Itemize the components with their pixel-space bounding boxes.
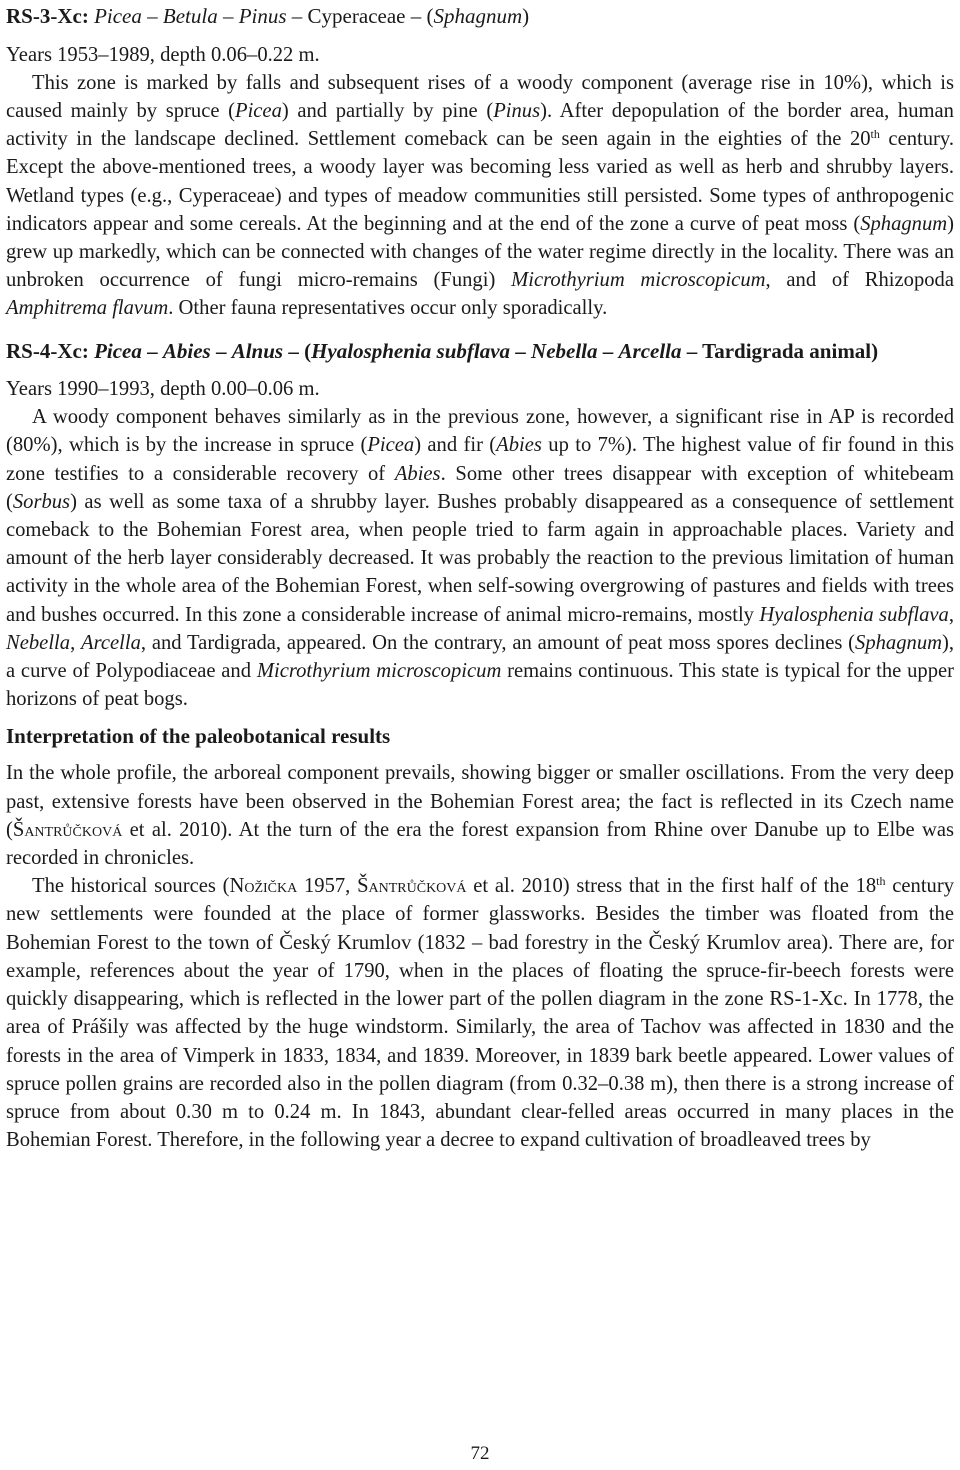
zone-4-years: Years 1990–1993, depth 0.00–0.06 m.: [6, 378, 320, 401]
paper-page: [6, 0, 954, 1470]
text-run: . Other fauna representatives occur only sporadically.: [168, 297, 608, 320]
separator: –: [510, 338, 532, 363]
page-number: 72: [470, 1443, 490, 1464]
text-run: et al. 2010). At the turn of the era the forest expansion from Rhine over Danube up to Elbe was recorded in chronicles.: [6, 818, 954, 870]
taxon-name: Hyalosphenia subflava: [759, 603, 949, 626]
text-run: ), a curve of Polypodiaceae and: [6, 631, 954, 683]
taxon-name: Betula: [162, 4, 218, 28]
text-run: In the whole profile, the arboreal component prevails, showing bigger or smaller oscillations. From the very deep past, extensive forests have been observed in the Bohemian Forest area; the fact is reflected in its Czech name (: [6, 762, 954, 841]
text-run: ) and fir (: [414, 434, 497, 457]
text-run: ,: [70, 631, 82, 654]
separator: – Cyperaceae – (: [286, 4, 434, 28]
text-run: ). After depopulation of the border area, human activity in the landscape declined. Settlement comeback can be seen again in the eighties of the 20: [6, 99, 954, 151]
text-run: up to 7%). The highest value of fir found in this zone testifies to a considerable recovery of: [6, 434, 954, 485]
separator: –: [597, 338, 619, 363]
taxon-name: Arcella: [618, 338, 682, 363]
text-run: . Some other trees disappear with exception of whitebeam (: [6, 462, 955, 513]
interpretation-paragraph-2: [6, 872, 954, 1154]
taxon-name: Microthyrium microscopicum: [511, 269, 766, 292]
taxon-name: Sorbus: [12, 490, 71, 513]
taxon-name: Sphagnum: [860, 212, 948, 235]
separator: – (: [283, 338, 312, 363]
taxon-name: Pinus: [493, 99, 541, 122]
text-run: ) grew up markedly, which can be connected with changes of the water regime directly in the locality. There was an unbroken occurrence of fungi micro-remains (Fungi): [6, 212, 954, 292]
zone-code: RS-4-Xc:: [6, 338, 95, 363]
text-run: The historical sources (: [32, 875, 230, 898]
taxon-name: Abies: [394, 462, 441, 485]
taxon-name: Picea: [94, 338, 142, 363]
text-run: ) and partially by pine (: [281, 99, 494, 122]
separator: –: [210, 338, 232, 363]
text-run: ,: [948, 603, 955, 626]
text-run: , and Tardigrada, appeared. On the contrary, an amount of peat moss spores declines (: [140, 631, 856, 654]
text-run: century new settlements were founded at the place of former glassworks. Besides the timber was floated from the Bohemian Forest to the town of Český Krumlov (1832 – bad forestry in the Český Krumlov area). There are, for example, references about the year of 1790, when in the places of floating the spruce-fir-beech forests were quickly disappearing, which is reflected in the lower part of the pollen diagram in the zone RS-1-Xc. In 1778, the area of Prášily was affected by the huge windstorm. Similarly, the area of Tachov was affected in 1830 and the forests in the area of Vimperk in 1833, 1834, and 1839. Moreover, in 1839 bark beetle appeared. Lower values of spruce pollen grains are recorded also in the pollen diagram (from 0.32–0.38 m), then there is a strong increase of spruce from about 0.30 m to 0.24 m. In 1843, abundant clear-felled areas occurred in many places in the Bohemian Forest. Therefore, in the following year a decree to expand cultivation of broadleaved trees by: [6, 875, 955, 1152]
text-run: 1957,: [297, 875, 358, 898]
taxon-name: Nebella: [531, 338, 598, 363]
text-run: ) as well as some taxa of a shrubby layer. Bushes probably disappeared as a consequence of settlement comeback to the Bohemian Forest area, when people tried to farm again in approachable places. Variety and amount of the herb layer considerably decreased. It was probably the reaction to the previous limitation of human activity in the whole area of the Bohemian Forest, when self-sowing overgrowing of pastures and fields with trees and bushes occurred. In this zone a considerable increase of animal micro-remains, mostly: [6, 490, 954, 626]
taxon-name: Arcella: [81, 631, 141, 654]
taxon-name: Pinus: [238, 4, 287, 28]
author-name: Nožička: [229, 875, 298, 898]
separator: –: [141, 338, 163, 363]
taxon-name: Amphitrema flavum: [6, 297, 169, 320]
taxon-name: Sphagnum: [855, 631, 942, 654]
zone-4-paragraph: [6, 403, 954, 713]
separator: ): [522, 4, 530, 28]
superscript: th: [870, 127, 880, 142]
text-run: century. Except the above-mentioned trees, a woody layer was becoming less varied as well as herb and shrubby layers. Wetland types (e.g., Cyperaceae) and types of meadow communities still persisted. Some types of anthropogenic indicators appear and some cereals. At the beginning and at the end of the zone a curve of peat moss (: [6, 128, 954, 235]
separator: – Tardigrada animal): [681, 338, 879, 363]
zone-3-heading: [6, 2, 954, 31]
zone-3-years: Years 1953–1989, depth 0.06–0.22 m.: [6, 43, 320, 66]
taxon-name: Picea: [94, 4, 142, 28]
text-run: This zone is marked by falls and subsequent rises of a woody component (average rise in 10%), which is caused mainly by spruce (: [6, 71, 954, 122]
interpretation-paragraph-1: [6, 759, 954, 872]
taxon-name: Alnus: [231, 338, 284, 363]
taxon-name: Picea: [367, 434, 415, 457]
taxon-name: Microthyrium microscopicum: [256, 660, 502, 683]
taxon-name: Abies: [496, 434, 542, 457]
superscript: th: [876, 874, 886, 889]
zone-code: RS-3-Xc:: [6, 4, 95, 28]
zone-3-paragraph: [6, 69, 954, 323]
text-run: , and of Rhizopoda: [765, 269, 954, 292]
separator: –: [141, 4, 163, 28]
taxon-name: Sphagnum: [433, 4, 523, 28]
text-run: et al. 2010) stress that in the first half of the 18: [466, 875, 877, 898]
zone-4-heading: [6, 337, 954, 366]
text-run: remains continuous. This state is typical for the upper horizons of peat bogs.: [6, 660, 954, 711]
taxon-name: Nebella: [6, 631, 71, 654]
taxon-name: Hyalosphenia subflava: [311, 338, 511, 363]
author-name: Šantrůčková: [12, 818, 123, 841]
section-heading: Interpretation of the paleobotanical results: [6, 724, 391, 749]
author-name: Šantrůčková: [357, 875, 467, 898]
separator: –: [217, 4, 239, 28]
taxon-name: Picea: [234, 99, 282, 122]
taxon-name: Abies: [162, 338, 211, 363]
text-run: A woody component behaves similarly as in the previous zone, however, a significant rise in AP is recorded (80%), which is by the increase in spruce (: [6, 406, 954, 457]
